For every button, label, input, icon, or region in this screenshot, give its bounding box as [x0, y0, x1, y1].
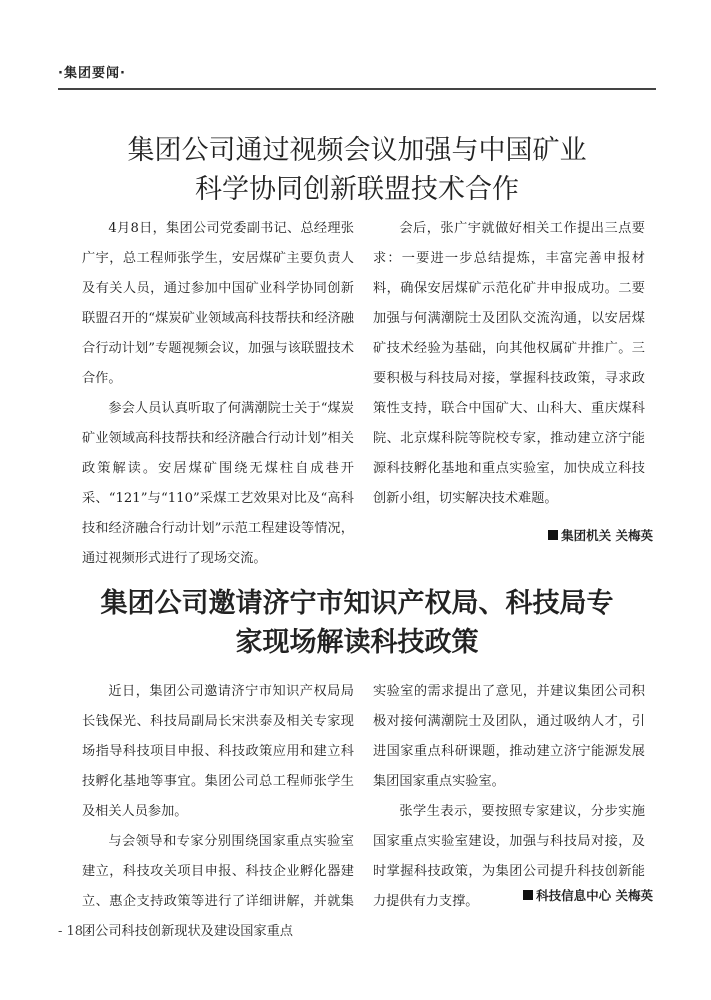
article1-title-line2: 科学协同创新联盟技术合作	[195, 174, 519, 205]
article2-left-column	[82, 677, 354, 947]
article2-title-line1: 集团公司邀请济宁市知识产权局、科技局专	[100, 588, 614, 619]
article1-paragraph: 参会人员认真听取了何满潮院士关于“煤炭矿业领域高科技帮扶和经济融合行动计划”相关政策解读。安居煤矿围绕无煤柱自成巷开采、“121”与“110”采煤工艺效果对比及“高科技和经济融合行动计划”示范工程建设等情况，通过视频形式进行了现场交流。	[82, 401, 354, 566]
article2-paragraph: 张学生表示，要按照专家建议，分步实施国家重点实验室建设，加强与科技局对接，及时掌握科技政策，为集团公司提升科技创新能力提供有力支撑。	[373, 804, 645, 909]
article1-byline-text: 集团机关 关梅英	[561, 528, 653, 543]
article1-byline	[548, 526, 653, 544]
page-number: - 18 -	[58, 924, 92, 939]
article1-left-column	[82, 214, 354, 574]
article1-paragraph: 会后，张广宇就做好相关工作提出三点要求：一要进一步总结提炼，丰富完善申报材料，确保安居煤矿示范化矿井申报成功。二要加强与何满潮院士及团队交流沟通，以安居煤矿技术经验为基础，向其他权属矿井推广。三要积极与科技局对接，掌握科技政策，寻求政策性支持，联合中国矿大、山科大、重庆煤科院、北京煤科院等院校专家，推动建立济宁能源科技孵化基地和重点实验室，加快成立科技创新小组，切实解决技术难题。	[373, 221, 645, 506]
article1-title	[58, 131, 656, 209]
byline-square-icon	[523, 890, 533, 900]
article2-right-column	[373, 677, 645, 917]
article2-byline-text: 科技信息中心 关梅英	[536, 888, 653, 903]
article1-title-line1: 集团公司通过视频会议加强与中国矿业	[127, 135, 587, 166]
article2-paragraph-continuation: 实验室的需求提出了意见，并建议集团公司积极对接何满潮院士及团队，通过吸纳人才，引进国家重点科研课题，推动建立济宁能源发展集团国家重点实验室。	[373, 684, 645, 789]
section-tag: ·集团要闻·	[58, 66, 126, 81]
article1-paragraph: 4月8日，集团公司党委副书记、总经理张广宇，总工程师张学生，安居煤矿主要负责人及有关人员，通过参加中国矿业科学协同创新联盟召开的“煤炭矿业领域高科技帮扶和经济融合行动计划”专题视频会议，加强与该联盟技术合作。	[82, 221, 354, 386]
article2-paragraph: 近日，集团公司邀请济宁市知识产权局局长钱保光、科技局副局长宋洪泰及相关专家现场指导科技项目申报、科技政策应用和建立科技孵化基地等事宜。集团公司总工程师张学生及相关人员参加。	[82, 684, 354, 819]
article2-byline	[523, 886, 653, 904]
article2-paragraph: 与会领导和专家分别围绕国家重点实验室建立，科技攻关项目申报、科技企业孵化器建立、惠企支持政策等进行了详细讲解，并就集团公司科技创新现状及建设国家重点	[82, 834, 354, 939]
article1-right-column	[373, 214, 645, 514]
article2-title-line2: 家现场解读科技政策	[235, 627, 479, 658]
byline-square-icon	[548, 530, 558, 540]
top-rule	[58, 88, 656, 90]
article2-title	[58, 584, 656, 662]
